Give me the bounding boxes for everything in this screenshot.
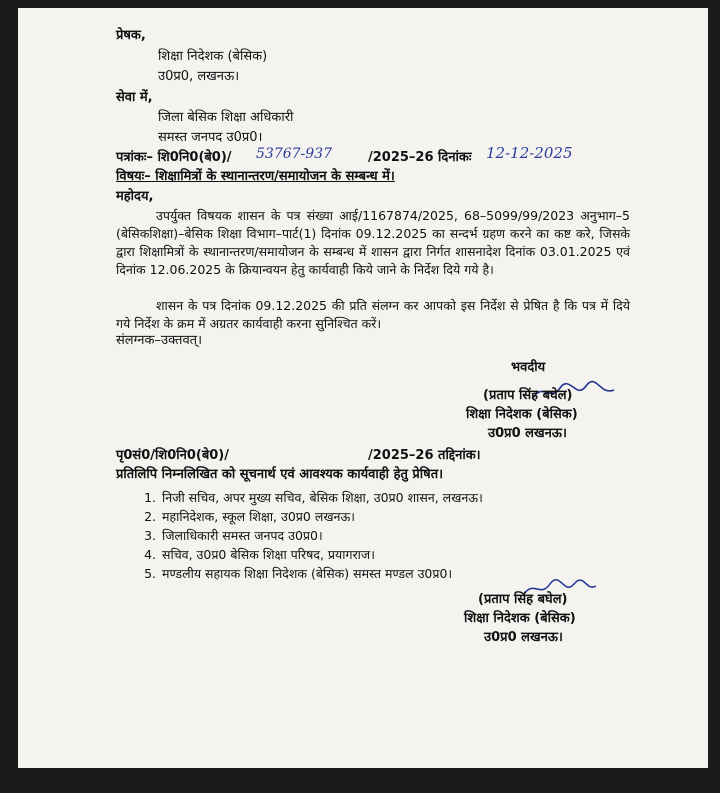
date-handwritten: 12-12-2025 <box>486 144 573 162</box>
sender-label: प्रेषक, <box>116 28 146 43</box>
enclosure-line: संलग्नक–उक्तवत्। <box>116 333 203 348</box>
salutation: महोदय, <box>116 189 154 204</box>
list-item: 1. निजी सचिव, अपर मुख्य सचिव, बेसिक शिक्षा, उ0प्र0 शासन, लखनऊ। <box>160 488 483 507</box>
body-paragraph-2: शासन के पत्र दिनांक 09.12.2025 की प्रति संलग्न कर आपको इस निर्देश से प्रेषित है कि पत्र में दिये गये निर्देश के क्रम में अग्रतर कार्यवाही करना सुनिश्चित करें। <box>116 298 630 331</box>
list-item: 4. सचिव, उ0प्र0 बेसिक शिक्षा परिषद, प्रयागराज। <box>160 545 483 564</box>
reference-year-date-label: /2025–26 दिनांकः <box>368 150 472 165</box>
signatory-place-2: उ0प्र0 लखनऊ। <box>484 630 563 645</box>
sender-name: शिक्षा निदेशक (बेसिक) <box>158 49 268 64</box>
signatory-name-2: (प्रताप सिंह बघेल) <box>478 592 568 607</box>
list-item: 3. जिलाधिकारी समस्त जनपद उ0प्र0। <box>160 526 483 545</box>
signatory-designation: शिक्षा निदेशक (बेसिक) <box>466 407 578 422</box>
list-item: 2. महानिदेशक, स्कूल शिक्षा, उ0प्र0 लखनऊ। <box>160 507 483 526</box>
signatory-name: (प्रताप सिंह बघेल) <box>483 388 573 403</box>
body-paragraph-1: उपर्युक्त विषयक शासन के पत्र संख्या आई/1167874/2025, 68–5099/99/2023 अनुभाग–5 (बेसिकशिक्षा)–बेसिक शिक्षा विभाग–पार्ट(1) दिनांक 09.12.2025 का सन्दर्भ ग्रहण करने का कष्ट करे, जिसके द्वारा शिक्षामित्रों के स्थानान्तरण/समायोजन के सम्बन्ध में शासन द्वारा निर्गत शासनादेश दिनांक 03.01.2025 एवं दिनांक 12.06.2025 के क्रियान्वयन हेतु कार्यवाही किये जाने के निर्देश दिये गये है। <box>116 208 630 277</box>
recipient-address: समस्त जनपद उ0प्र0। <box>158 130 263 145</box>
list-item: 5. मण्डलीय सहायक शिक्षा निदेशक (बेसिक) समस्त मण्डल उ0प्र0। <box>160 564 483 583</box>
reference-prefix: पत्रांकः– शि0नि0(बे0)/ <box>116 150 232 165</box>
recipient-name: जिला बेसिक शिक्षा अधिकारी <box>158 110 294 125</box>
copy-reference-right: /2025–26 तद्दिनांक। <box>368 448 481 463</box>
closing-bhavdiya: भवदीय <box>511 360 546 375</box>
copy-heading: प्रतिलिपि निम्नलिखित को सूचनार्थ एवं आवश्यक कार्यवाही हेतु प्रेषित। <box>116 467 444 482</box>
recipient-label: सेवा में, <box>116 90 153 105</box>
subject-line: विषयः– शिक्षामित्रों के स्थानान्तरण/समायोजन के सम्बन्ध में। <box>116 169 395 184</box>
signatory-designation-2: शिक्षा निदेशक (बेसिक) <box>464 611 576 626</box>
signatory-place: उ0प्र0 लखनऊ। <box>488 426 567 441</box>
letter-page <box>18 8 708 768</box>
reference-number-handwritten: 53767-937 <box>256 146 332 162</box>
copy-reference-left: पृ0सं0/शि0नि0(बे0)/ <box>116 448 229 463</box>
sender-address: उ0प्र0, लखनऊ। <box>158 69 240 84</box>
copy-recipient-list <box>136 488 483 583</box>
